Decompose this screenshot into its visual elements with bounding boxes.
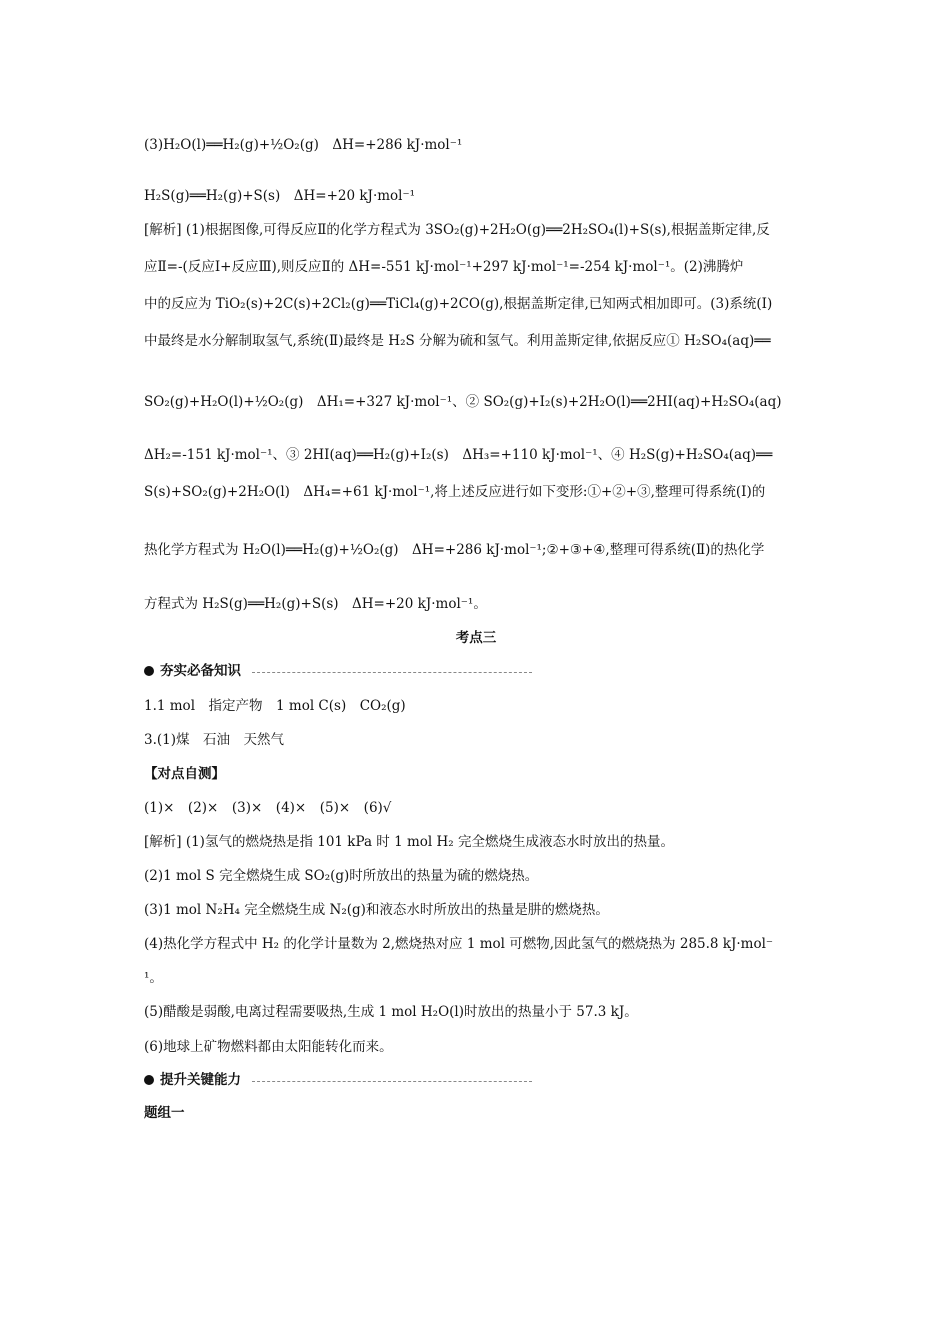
answer-line: (4)热化学方程式中 H₂ 的化学计量数为 2,燃烧热对应 1 mol 可燃物,因此氢气的燃烧热为 285.8 kJ·mol⁻ <box>144 936 774 952</box>
dashed-divider <box>252 672 532 673</box>
self-test-title: 【对点自测】 <box>144 766 225 782</box>
answer-line: 1.1 mol 指定产物 1 mol C(s) CO₂(g) <box>144 698 406 714</box>
answer-line: 3.(1)煤 石油 天然气 <box>144 732 285 748</box>
text-line: 中最终是水分解制取氢气,系统(Ⅱ)最终是 H₂S 分解为硫和氢气。利用盖斯定律,依据反应① H₂SO₄(aq)══ <box>144 333 771 349</box>
answer-line: [解析] (1)氢气的燃烧热是指 101 kPa 时 1 mol H₂ 完全燃烧生成液态水时放出的热量。 <box>144 834 674 850</box>
answer-line: (2)1 mol S 完全燃烧生成 SO₂(g)时所放出的热量为硫的燃烧热。 <box>144 868 539 884</box>
section-header-label: 夯实必备知识 <box>160 663 241 679</box>
answer-line: ¹。 <box>144 970 163 986</box>
text-line: H₂S(g)══H₂(g)+S(s) ΔH=+20 kJ·mol⁻¹ <box>144 188 416 204</box>
answer-line: (5)醋酸是弱酸,电离过程需要吸热,生成 1 mol H₂O(l)时放出的热量小于 57.3 kJ。 <box>144 1004 638 1020</box>
text-line: 方程式为 H₂S(g)══H₂(g)+S(s) ΔH=+20 kJ·mol⁻¹。 <box>144 596 487 612</box>
question-group-title: 题组一 <box>144 1105 185 1121</box>
section-header-ability <box>144 1069 532 1091</box>
text-line: (3)H₂O(l)══H₂(g)+½O₂(g) ΔH=+286 kJ·mol⁻¹ <box>144 137 463 153</box>
section-header-label: 提升关键能力 <box>160 1072 241 1088</box>
bullet-icon <box>144 666 154 676</box>
text-line: SO₂(g)+H₂O(l)+½O₂(g) ΔH₁=+327 kJ·mol⁻¹、② SO₂(g)+I₂(s)+2H₂O(l)══2HI(aq)+H₂SO₄(aq) <box>144 394 782 410</box>
section-title: 考点三 <box>455 630 497 646</box>
text-line: 应Ⅱ=-(反应Ⅰ+反应Ⅲ),则反应Ⅱ的 ΔH=-551 kJ·mol⁻¹+297 kJ·mol⁻¹=-254 kJ·mol⁻¹。(2)沸腾炉 <box>144 259 744 275</box>
text-line: 热化学方程式为 H₂O(l)══H₂(g)+½O₂(g) ΔH=+286 kJ·mol⁻¹;②+③+④,整理可得系统(Ⅱ)的热化学 <box>144 542 765 558</box>
text-line: ΔH₂=-151 kJ·mol⁻¹、③ 2HI(aq)══H₂(g)+I₂(s) ΔH₃=+110 kJ·mol⁻¹、④ H₂S(g)+H₂SO₄(aq)══ <box>144 447 773 463</box>
answer-line: (3)1 mol N₂H₄ 完全燃烧生成 N₂(g)和液态水时所放出的热量是肼的燃烧热。 <box>144 902 609 918</box>
text-line: S(s)+SO₂(g)+2H₂O(l) ΔH₄=+61 kJ·mol⁻¹,将上述反应进行如下变形:①+②+③,整理可得系统(Ⅰ)的 <box>144 484 766 500</box>
section-header-knowledge <box>144 660 532 682</box>
text-line: 中的反应为 TiO₂(s)+2C(s)+2Cl₂(g)══TiCl₄(g)+2CO(g),根据盖斯定律,已知两式相加即可。(3)系统(Ⅰ) <box>144 296 773 312</box>
text-line: [解析] (1)根据图像,可得反应Ⅱ的化学方程式为 3SO₂(g)+2H₂O(g)══2H₂SO₄(l)+S(s),根据盖斯定律,反 <box>144 222 770 238</box>
dashed-divider <box>252 1081 532 1082</box>
answer-line: (6)地球上矿物燃料都由太阳能转化而来。 <box>144 1039 393 1055</box>
answer-line: (1)× (2)× (3)× (4)× (5)× (6)√ <box>144 800 392 816</box>
bullet-icon <box>144 1075 154 1085</box>
